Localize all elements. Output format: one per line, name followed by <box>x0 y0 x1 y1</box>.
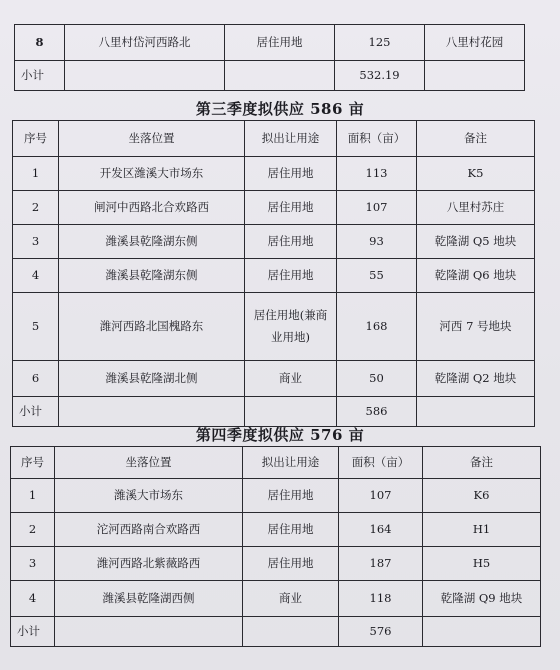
area-cell: 55 <box>337 259 417 293</box>
note-cell: 乾隆湖 Q6 地块 <box>417 259 535 293</box>
header-area: 面积（亩） <box>337 121 417 157</box>
use-cell: 居住用地 <box>243 547 339 581</box>
row-number: 4 <box>11 581 55 617</box>
table-row <box>13 225 535 259</box>
q3-table <box>12 120 535 427</box>
row-number: 8 <box>15 25 65 61</box>
subtotal-area: 576 <box>339 617 423 647</box>
location-cell: 潍溪县乾隆湖东侧 <box>59 225 245 259</box>
location-cell: 潍溪县乾隆湖东侧 <box>59 259 245 293</box>
subtotal-label: 小计 <box>15 61 65 91</box>
q2-table-tail <box>14 24 525 91</box>
subtotal-area: 532.19 <box>335 61 425 91</box>
header-note: 备注 <box>423 447 541 479</box>
table-row <box>11 513 541 547</box>
subtotal-label: 小计 <box>11 617 55 647</box>
table-row <box>13 191 535 225</box>
area-cell: 187 <box>339 547 423 581</box>
subtotal-row <box>11 617 541 647</box>
subtotal-row <box>13 397 535 427</box>
note-cell: 乾隆湖 Q2 地块 <box>417 361 535 397</box>
note-cell: 八里村苏庄 <box>417 191 535 225</box>
table-header-row <box>11 447 541 479</box>
table-row <box>11 581 541 617</box>
use-cell: 居住用地 <box>245 225 337 259</box>
area-cell: 107 <box>339 479 423 513</box>
row-number: 4 <box>13 259 59 293</box>
note-cell: K5 <box>417 157 535 191</box>
use-cell: 居住用地 <box>245 157 337 191</box>
row-number: 3 <box>11 547 55 581</box>
header-area: 面积（亩） <box>339 447 423 479</box>
use-cell: 居住用地 <box>225 25 335 61</box>
note-cell: H5 <box>423 547 541 581</box>
table-row <box>13 293 535 361</box>
use-cell: 居住用地(兼商业用地) <box>245 293 337 361</box>
location-cell: 八里村岱河西路北 <box>65 25 225 61</box>
header-use: 拟出让用途 <box>243 447 339 479</box>
row-number: 1 <box>11 479 55 513</box>
use-cell: 商业 <box>245 361 337 397</box>
subtotal-label: 小计 <box>13 397 59 427</box>
subtotal-area: 586 <box>337 397 417 427</box>
note-cell: K6 <box>423 479 541 513</box>
row-number: 3 <box>13 225 59 259</box>
row-number: 2 <box>11 513 55 547</box>
table-row <box>11 547 541 581</box>
location-cell: 沱河西路南合欢路西 <box>55 513 243 547</box>
header-note: 备注 <box>417 121 535 157</box>
row-number: 5 <box>13 293 59 361</box>
table-header-row <box>13 121 535 157</box>
location-cell: 潍溪县乾隆湖北侧 <box>59 361 245 397</box>
location-cell: 潍溪大市场东 <box>55 479 243 513</box>
header-use: 拟出让用途 <box>245 121 337 157</box>
q4-title: 第四季度拟供应 576 亩 <box>195 426 365 444</box>
use-cell: 居住用地 <box>245 191 337 225</box>
use-cell: 居住用地 <box>243 513 339 547</box>
location-cell: 潍河西路北紫薇路西 <box>55 547 243 581</box>
area-cell: 93 <box>337 225 417 259</box>
note-cell: 乾隆湖 Q9 地块 <box>423 581 541 617</box>
header-location: 坐落位置 <box>55 447 243 479</box>
location-cell: 潍河西路北国槐路东 <box>59 293 245 361</box>
area-cell: 164 <box>339 513 423 547</box>
note-cell: H1 <box>423 513 541 547</box>
area-cell: 50 <box>337 361 417 397</box>
header-location: 坐落位置 <box>59 121 245 157</box>
row-number: 1 <box>13 157 59 191</box>
location-cell: 闸河中西路北合欢路西 <box>59 191 245 225</box>
area-cell: 118 <box>339 581 423 617</box>
location-cell: 潍溪县乾隆湖西侧 <box>55 581 243 617</box>
area-cell: 168 <box>337 293 417 361</box>
header-no: 序号 <box>11 447 55 479</box>
table-row <box>15 25 525 61</box>
q4-table <box>10 446 541 647</box>
subtotal-row <box>15 61 525 91</box>
row-number: 6 <box>13 361 59 397</box>
use-cell: 居住用地 <box>243 479 339 513</box>
note-cell: 八里村花园 <box>425 25 525 61</box>
note-cell: 河西 7 号地块 <box>417 293 535 361</box>
q3-title: 第三季度拟供应 586 亩 <box>195 100 365 118</box>
note-cell: 乾隆湖 Q5 地块 <box>417 225 535 259</box>
use-cell: 商业 <box>243 581 339 617</box>
area-cell: 125 <box>335 25 425 61</box>
table-row <box>13 259 535 293</box>
table-row <box>13 157 535 191</box>
area-cell: 107 <box>337 191 417 225</box>
area-cell: 113 <box>337 157 417 191</box>
location-cell: 开发区潍溪大市场东 <box>59 157 245 191</box>
row-number: 2 <box>13 191 59 225</box>
header-no: 序号 <box>13 121 59 157</box>
table-row <box>11 479 541 513</box>
use-cell: 居住用地 <box>245 259 337 293</box>
table-row <box>13 361 535 397</box>
